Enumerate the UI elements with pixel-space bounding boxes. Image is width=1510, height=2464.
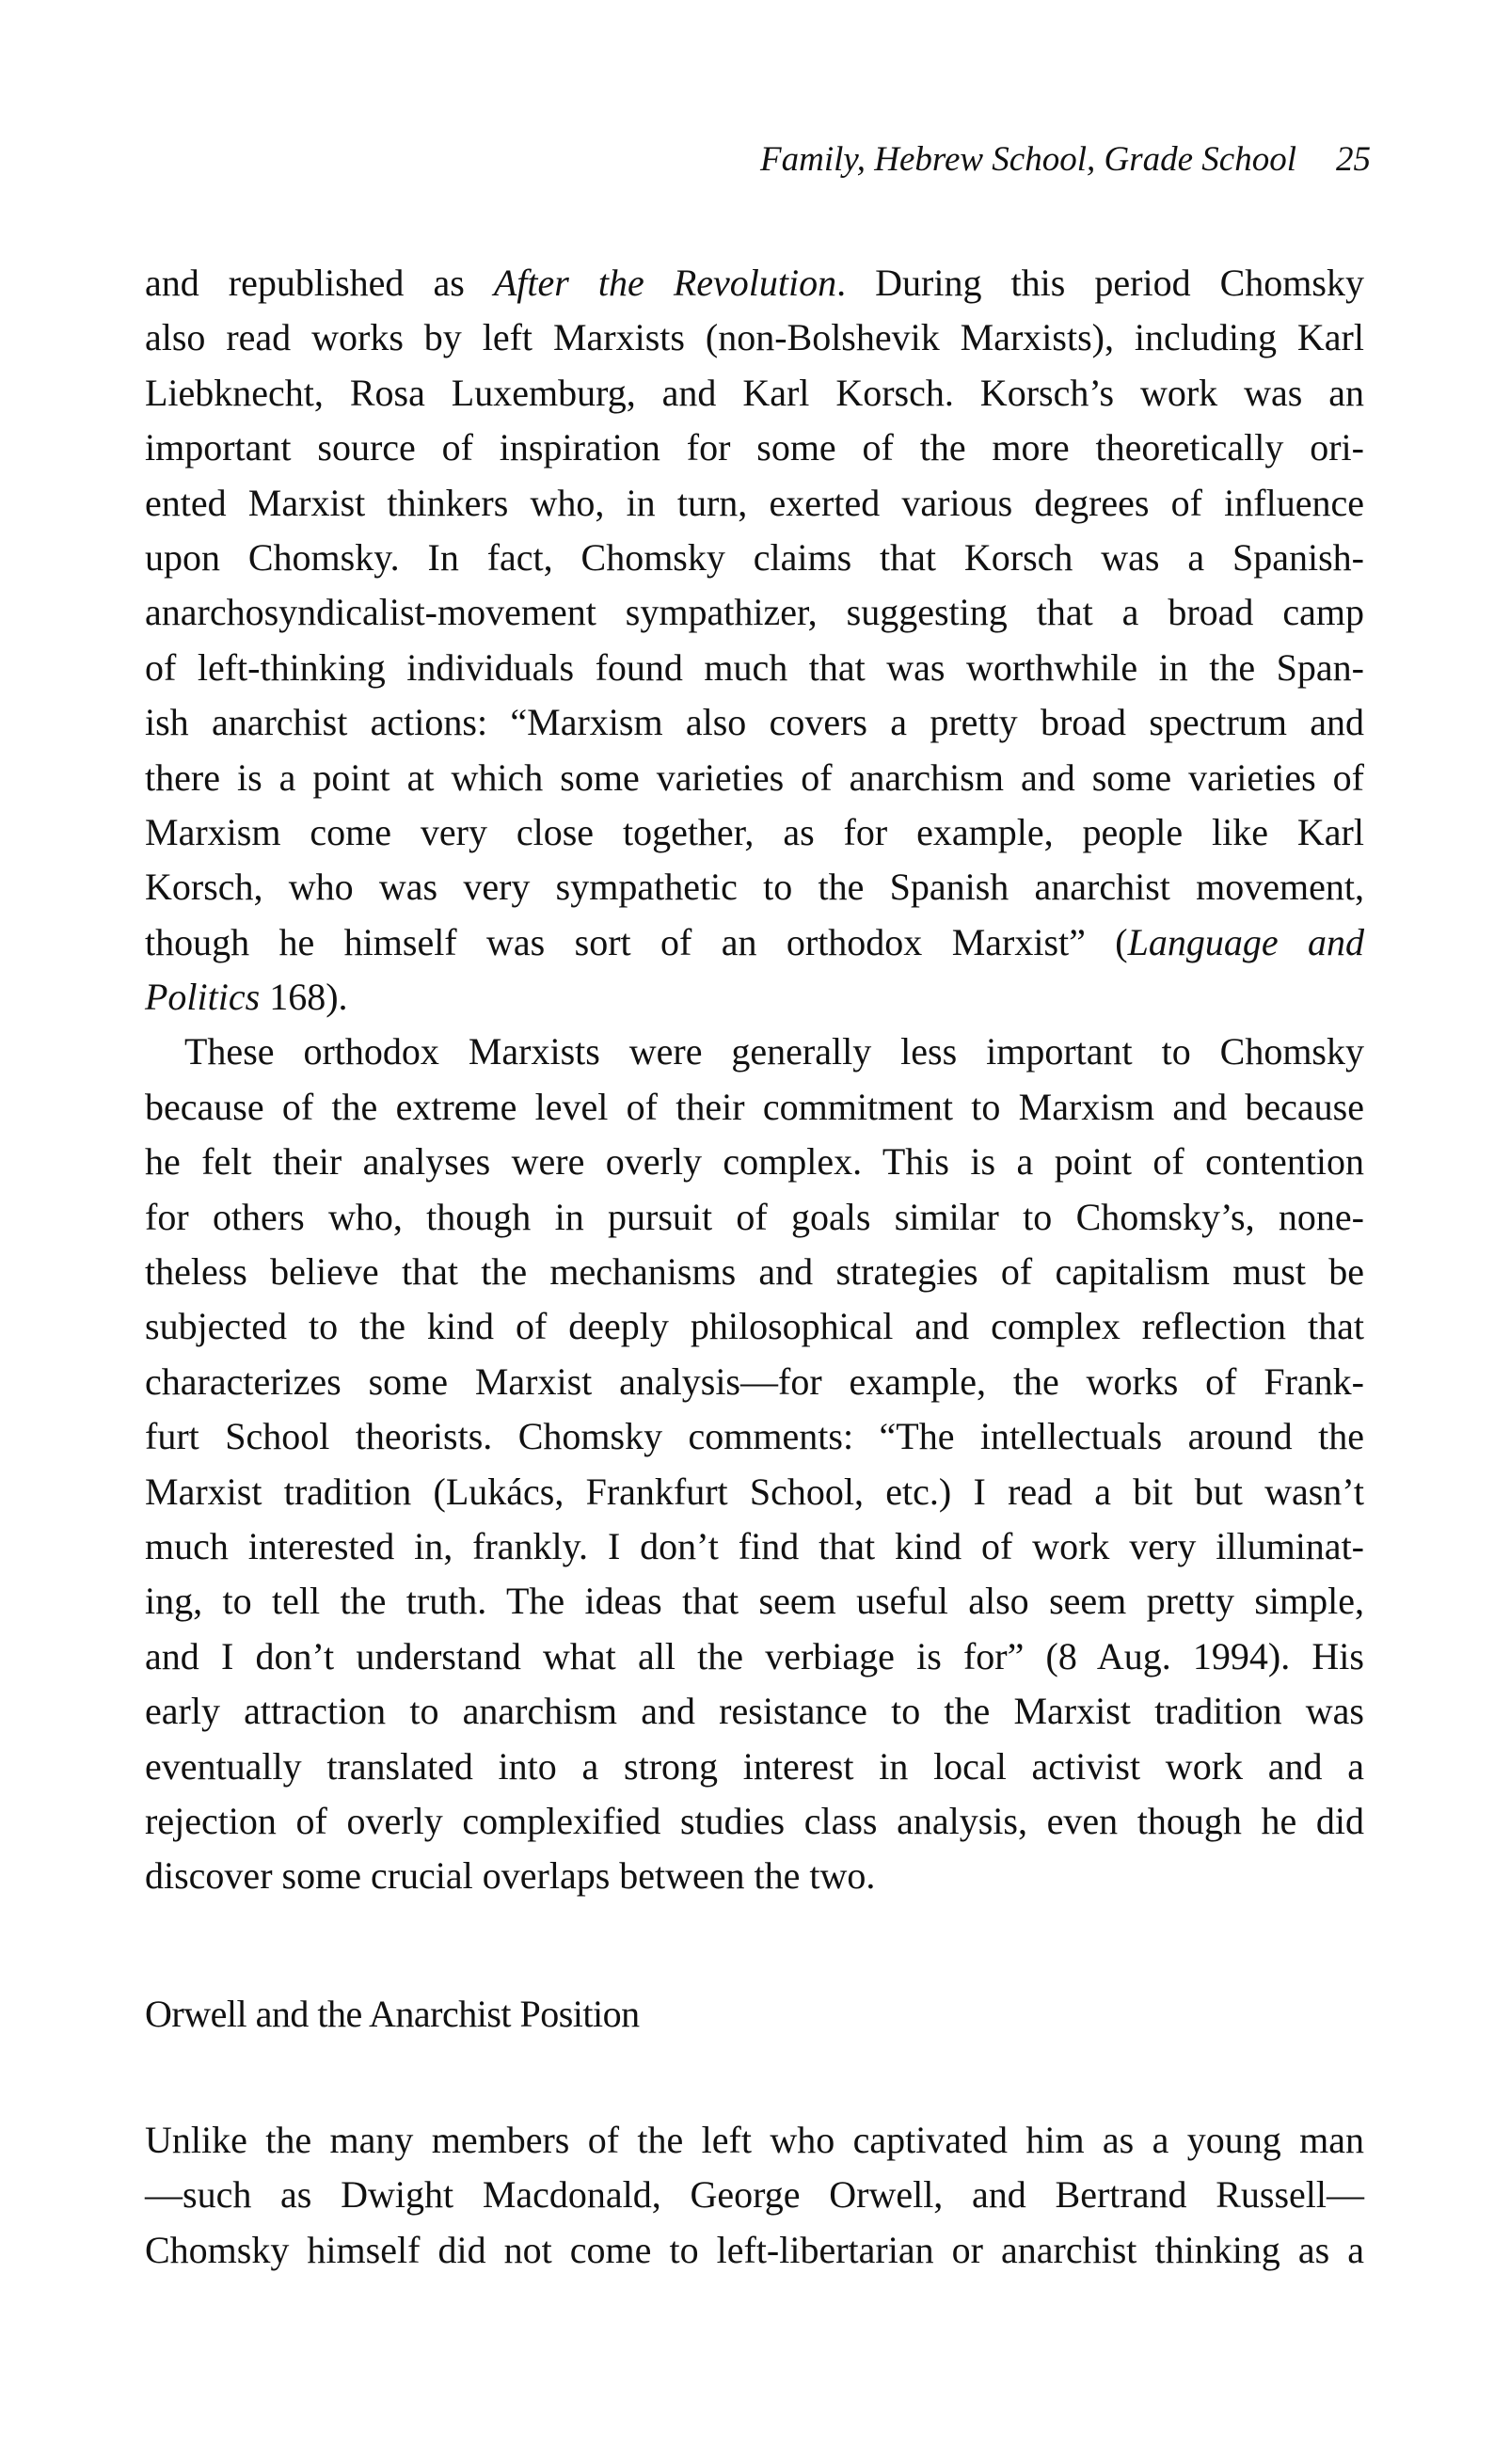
text-line: ented Marxist thinkers who, in turn, exerted various degrees of influence xyxy=(145,481,1364,524)
text-line: he felt their analyses were overly complex. This is a point of contention xyxy=(145,1140,1364,1184)
text-line: and republished as After the Revolution. During this period Chomsky xyxy=(145,262,1364,304)
text-line: theless believe that the mechanisms and strategies of capitalism must be xyxy=(145,1250,1364,1294)
running-head-title: Family, Hebrew School, Grade School xyxy=(760,140,1296,179)
text-line: there is a point at which some varieties of anarchism and some varieties of xyxy=(145,755,1364,799)
text-line: discover some crucial overlaps between the two. xyxy=(145,1854,876,1898)
text-line: characterizes some Marxist analysis—for example, the works of Frank- xyxy=(145,1359,1364,1403)
text-line: for others who, though in pursuit of goals similar to Chomsky’s, none- xyxy=(145,1195,1364,1238)
text-line: ish anarchist actions: “Marxism also covers a pretty broad spectrum and xyxy=(145,701,1364,744)
text-line: anarchosyndicalist-movement sympathizer, suggesting that a broad camp xyxy=(145,591,1364,634)
text-line: Politics 168). xyxy=(145,976,348,1019)
text-line: much interested in, frankly. I don’t find that kind of work very illuminat- xyxy=(145,1524,1364,1567)
section-text xyxy=(145,2113,1364,2278)
text-line: These orthodox Marxists were generally less important to Chomsky xyxy=(184,1030,1364,1073)
text-line: Korsch, who was very sympathetic to the Spanish anarchist movement, xyxy=(145,866,1364,909)
body-text xyxy=(145,256,1364,1904)
text-line: upon Chomsky. In fact, Chomsky claims that Korsch was a Spanish- xyxy=(145,535,1364,579)
text-line: because of the extreme level of their commitment to Marxism and because xyxy=(145,1085,1364,1128)
text-line: important source of inspiration for some of the more theoretically ori- xyxy=(145,426,1364,469)
text-line: ing, to tell the truth. The ideas that seem useful also seem pretty simple, xyxy=(145,1580,1364,1623)
running-head xyxy=(760,139,1371,181)
text-line: and I don’t understand what all the verbiage is for” (8 Aug. 1994). His xyxy=(145,1634,1364,1677)
text-line: —such as Dwight Macdonald, George Orwell, and Bertrand Russell— xyxy=(145,2173,1364,2217)
text-line: though he himself was sort of an orthodox Marxist” (Language and xyxy=(145,920,1365,963)
section-heading: Orwell and the Anarchist Position xyxy=(145,1993,640,2035)
text-line: Unlike the many members of the left who captivated him as a young man xyxy=(145,2119,1364,2161)
text-line: Chomsky himself did not come to left-libertarian or anarchist thinking as a xyxy=(145,2228,1364,2271)
text-line: furt School theorists. Chomsky comments: “The intellectuals around the xyxy=(145,1415,1364,1458)
text-line: Liebknecht, Rosa Luxemburg, and Karl Korsch. Korsch’s work was an xyxy=(145,371,1364,414)
page-number: 25 xyxy=(1336,140,1371,179)
text-line: eventually translated into a strong interest in local activist work and a xyxy=(145,1744,1364,1788)
text-line: also read works by left Marxists (non-Bolshevik Marxists), including Karl xyxy=(145,316,1364,359)
text-line: of left-thinking individuals found much that was worthwhile in the Span- xyxy=(145,645,1364,689)
text-line: Marxism come very close together, as for example, people like Karl xyxy=(145,810,1364,853)
text-line: subjected to the kind of deeply philosophical and complex reflection that xyxy=(145,1305,1364,1348)
text-line: Marxist tradition (Lukács, Frankfurt School, etc.) I read a bit but wasn’t xyxy=(145,1470,1364,1513)
text-line: rejection of overly complexified studies class analysis, even though he did xyxy=(145,1799,1364,1842)
text-line: early attraction to anarchism and resistance to the Marxist tradition was xyxy=(145,1690,1364,1733)
